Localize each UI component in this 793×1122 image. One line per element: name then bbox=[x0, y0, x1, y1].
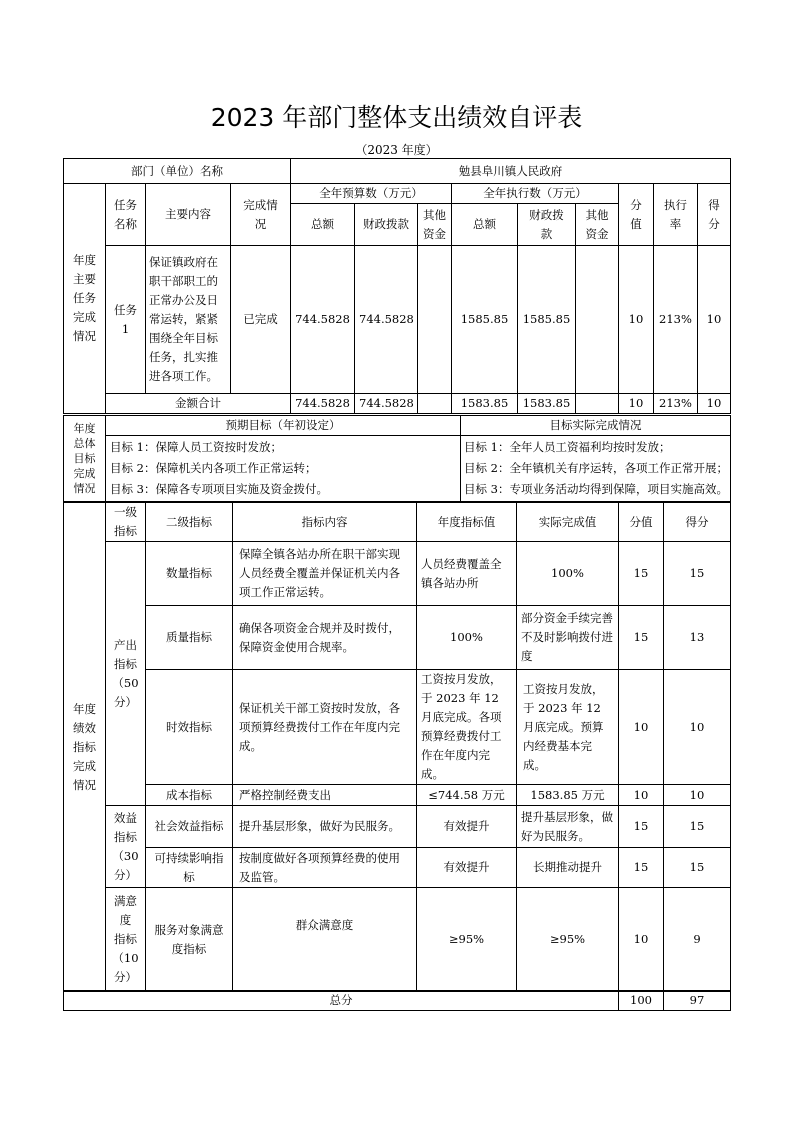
indicator-score: 15 bbox=[664, 806, 731, 848]
indicator-score: 15 bbox=[664, 542, 731, 606]
output-indicator-label: 产出 指标 （50 分） bbox=[106, 542, 146, 806]
indicator-content: 按制度做好各项预算经费的使用及监管。 bbox=[233, 848, 417, 888]
header-budget: 全年预算数（万元） bbox=[291, 184, 452, 204]
goal-expected-1: 目标 1：保障人员工资按时发放； bbox=[110, 440, 282, 454]
goals-table bbox=[63, 415, 731, 502]
header-completion: 完成情 况 bbox=[231, 184, 291, 246]
indicator-name: 数量指标 bbox=[146, 542, 233, 606]
indicator-actual: ≥95% bbox=[517, 888, 619, 992]
total-value: 100 bbox=[619, 991, 664, 1011]
indicator-score: 13 bbox=[664, 606, 731, 670]
task-budget-total: 744.5828 bbox=[291, 246, 355, 394]
header-main-content: 主要内容 bbox=[146, 184, 231, 246]
indicator-content: 提升基层形象，做好为民服务。 bbox=[233, 806, 417, 848]
indicator-content: 保证机关干部工资按时发放，各项预算经费拨付工作在年度内完成。 bbox=[233, 670, 417, 785]
header-budget-total: 总额 bbox=[291, 204, 355, 246]
section-goals-label: 年度 总体 目标 完成 情况 bbox=[64, 416, 106, 502]
task-score: 10 bbox=[698, 246, 731, 394]
indicator-score: 10 bbox=[664, 670, 731, 785]
goals-actual-header: 目标实际完成情况 bbox=[461, 416, 731, 436]
header-exec-rate: 执行 率 bbox=[654, 184, 698, 246]
goal-actual-3: 目标 3：专项业务活动均得到保障，项目实施高效。 bbox=[464, 482, 728, 496]
indicator-value: 10 bbox=[619, 888, 664, 992]
indicator-target: 有效提升 bbox=[417, 806, 517, 848]
sum-value: 10 bbox=[619, 394, 654, 414]
indicator-target: 人员经费覆盖全镇各站办所 bbox=[417, 542, 517, 606]
goal-actual-2: 目标 2：全年镇机关有序运转，各项工作正常开展； bbox=[464, 461, 728, 475]
dept-label: 部门（单位）名称 bbox=[64, 159, 291, 184]
goal-expected-3: 目标 3：保障各专项项目实施及资金拨付。 bbox=[110, 482, 328, 496]
header-task-name: 任务 名称 bbox=[106, 184, 146, 246]
indicator-name: 时效指标 bbox=[146, 670, 233, 785]
header-level1: 一级 指标 bbox=[106, 503, 146, 542]
task-exec-total: 1585.85 bbox=[452, 246, 518, 394]
task-exec-other bbox=[576, 246, 619, 394]
header-exec: 全年执行数（万元） bbox=[452, 184, 619, 204]
indicator-target: 100% bbox=[417, 606, 517, 670]
task-status: 已完成 bbox=[231, 246, 291, 394]
indicator-actual: 部分资金手续完善不及时影响拨付进度 bbox=[517, 606, 619, 670]
header-exec-other: 其他 资金 bbox=[576, 204, 619, 246]
sum-score: 10 bbox=[698, 394, 731, 414]
header-actual: 实际完成值 bbox=[517, 503, 619, 542]
header-exec-fiscal: 财政拨 款 bbox=[518, 204, 576, 246]
goal-expected-2: 目标 2：保障机关内各项工作正常运转； bbox=[110, 461, 317, 475]
task-table bbox=[63, 158, 731, 414]
header-content: 指标内容 bbox=[233, 503, 417, 542]
total-score: 97 bbox=[664, 991, 731, 1011]
goal-actual-1: 目标 1：全年人员工资福利均按时发放； bbox=[464, 440, 671, 454]
task-budget-fiscal: 744.5828 bbox=[355, 246, 418, 394]
indicator-actual: 1583.85 万元 bbox=[517, 785, 619, 806]
indicator-score: 9 bbox=[664, 888, 731, 992]
header-score-value: 分 值 bbox=[619, 184, 654, 246]
header-budget-fiscal: 财政拨款 bbox=[355, 204, 418, 246]
indicator-value: 15 bbox=[619, 542, 664, 606]
header-value: 分值 bbox=[619, 503, 664, 542]
indicator-value: 10 bbox=[619, 785, 664, 806]
header-exec-total: 总额 bbox=[452, 204, 518, 246]
indicator-name: 成本指标 bbox=[146, 785, 233, 806]
indicator-value: 15 bbox=[619, 848, 664, 888]
indicator-target: 有效提升 bbox=[417, 848, 517, 888]
section-main-tasks-label: 年度 主要 任务 完成 情况 bbox=[64, 184, 106, 414]
indicator-value: 15 bbox=[619, 806, 664, 848]
task-exec-fiscal: 1585.85 bbox=[518, 246, 576, 394]
header-target: 年度指标值 bbox=[417, 503, 517, 542]
header-budget-other: 其他 资金 bbox=[418, 204, 452, 246]
indicator-name: 质量指标 bbox=[146, 606, 233, 670]
indicator-target: 工资按月发放，于 2023 年 12 月底完成。各项预算经费拨付工作在年度内完成。 bbox=[417, 670, 517, 785]
indicator-actual: 提升基层形象，做好为民服务。 bbox=[517, 806, 619, 848]
total-label: 总分 bbox=[64, 991, 619, 1011]
indicator-score: 15 bbox=[664, 848, 731, 888]
task-content: 保证镇政府在职干部职工的正常办公及日常运转，紧紧围绕全年目标任务，扎实推进各项工作。 bbox=[146, 246, 231, 394]
header-level2: 二级指标 bbox=[146, 503, 233, 542]
indicator-name: 社会效益指标 bbox=[146, 806, 233, 848]
indicator-name: 可持续影响指 标 bbox=[146, 848, 233, 888]
benefit-indicator-label: 效益 指标 （30 分） bbox=[106, 806, 146, 888]
page-title: 2023 年部门整体支出绩效自评表 bbox=[210, 103, 583, 132]
sum-budget-other bbox=[418, 394, 452, 414]
indicator-actual: 长期推动提升 bbox=[517, 848, 619, 888]
indicator-target: ≥95% bbox=[417, 888, 517, 992]
satisfaction-indicator-label: 满意 度 指标 （10 分） bbox=[106, 888, 146, 992]
task-name: 任务 1 bbox=[106, 246, 146, 394]
indicator-score: 10 bbox=[664, 785, 731, 806]
performance-table bbox=[63, 502, 731, 992]
sum-budget-fiscal: 744.5828 bbox=[355, 394, 418, 414]
sum-rate: 213% bbox=[654, 394, 698, 414]
task-rate: 213% bbox=[654, 246, 698, 394]
header-score: 得分 bbox=[664, 503, 731, 542]
sum-label: 金额合计 bbox=[106, 394, 291, 414]
task-budget-other bbox=[418, 246, 452, 394]
header-score: 得 分 bbox=[698, 184, 731, 246]
indicator-content: 群众满意度 bbox=[233, 888, 417, 992]
indicator-value: 10 bbox=[619, 670, 664, 785]
indicator-actual: 100% bbox=[517, 542, 619, 606]
fiscal-year: （2023 年度） bbox=[355, 143, 438, 157]
total-table bbox=[63, 990, 731, 1011]
goals-expected-header: 预期目标（年初设定） bbox=[106, 416, 461, 436]
indicator-target: ≤744.58 万元 bbox=[417, 785, 517, 806]
indicator-name: 服务对象满意 度指标 bbox=[146, 888, 233, 992]
indicator-actual: 工资按月发放，于 2023 年 12 月底完成。预算内经费基本完成。 bbox=[517, 670, 619, 785]
indicator-content: 确保各项资金合规并及时拨付，保障资金使用合规率。 bbox=[233, 606, 417, 670]
section-performance-label: 年度 绩效 指标 完成 情况 bbox=[64, 503, 106, 992]
indicator-value: 15 bbox=[619, 606, 664, 670]
sum-exec-fiscal: 1583.85 bbox=[518, 394, 576, 414]
sum-budget-total: 744.5828 bbox=[291, 394, 355, 414]
task-value: 10 bbox=[619, 246, 654, 394]
indicator-content: 严格控制经费支出 bbox=[233, 785, 417, 806]
indicator-content: 保障全镇各站办所在职干部实现人员经费全覆盖并保证机关内各项工作正常运转。 bbox=[233, 542, 417, 606]
dept-name: 勉县阜川镇人民政府 bbox=[291, 159, 731, 184]
sum-exec-total: 1583.85 bbox=[452, 394, 518, 414]
sum-exec-other bbox=[576, 394, 619, 414]
